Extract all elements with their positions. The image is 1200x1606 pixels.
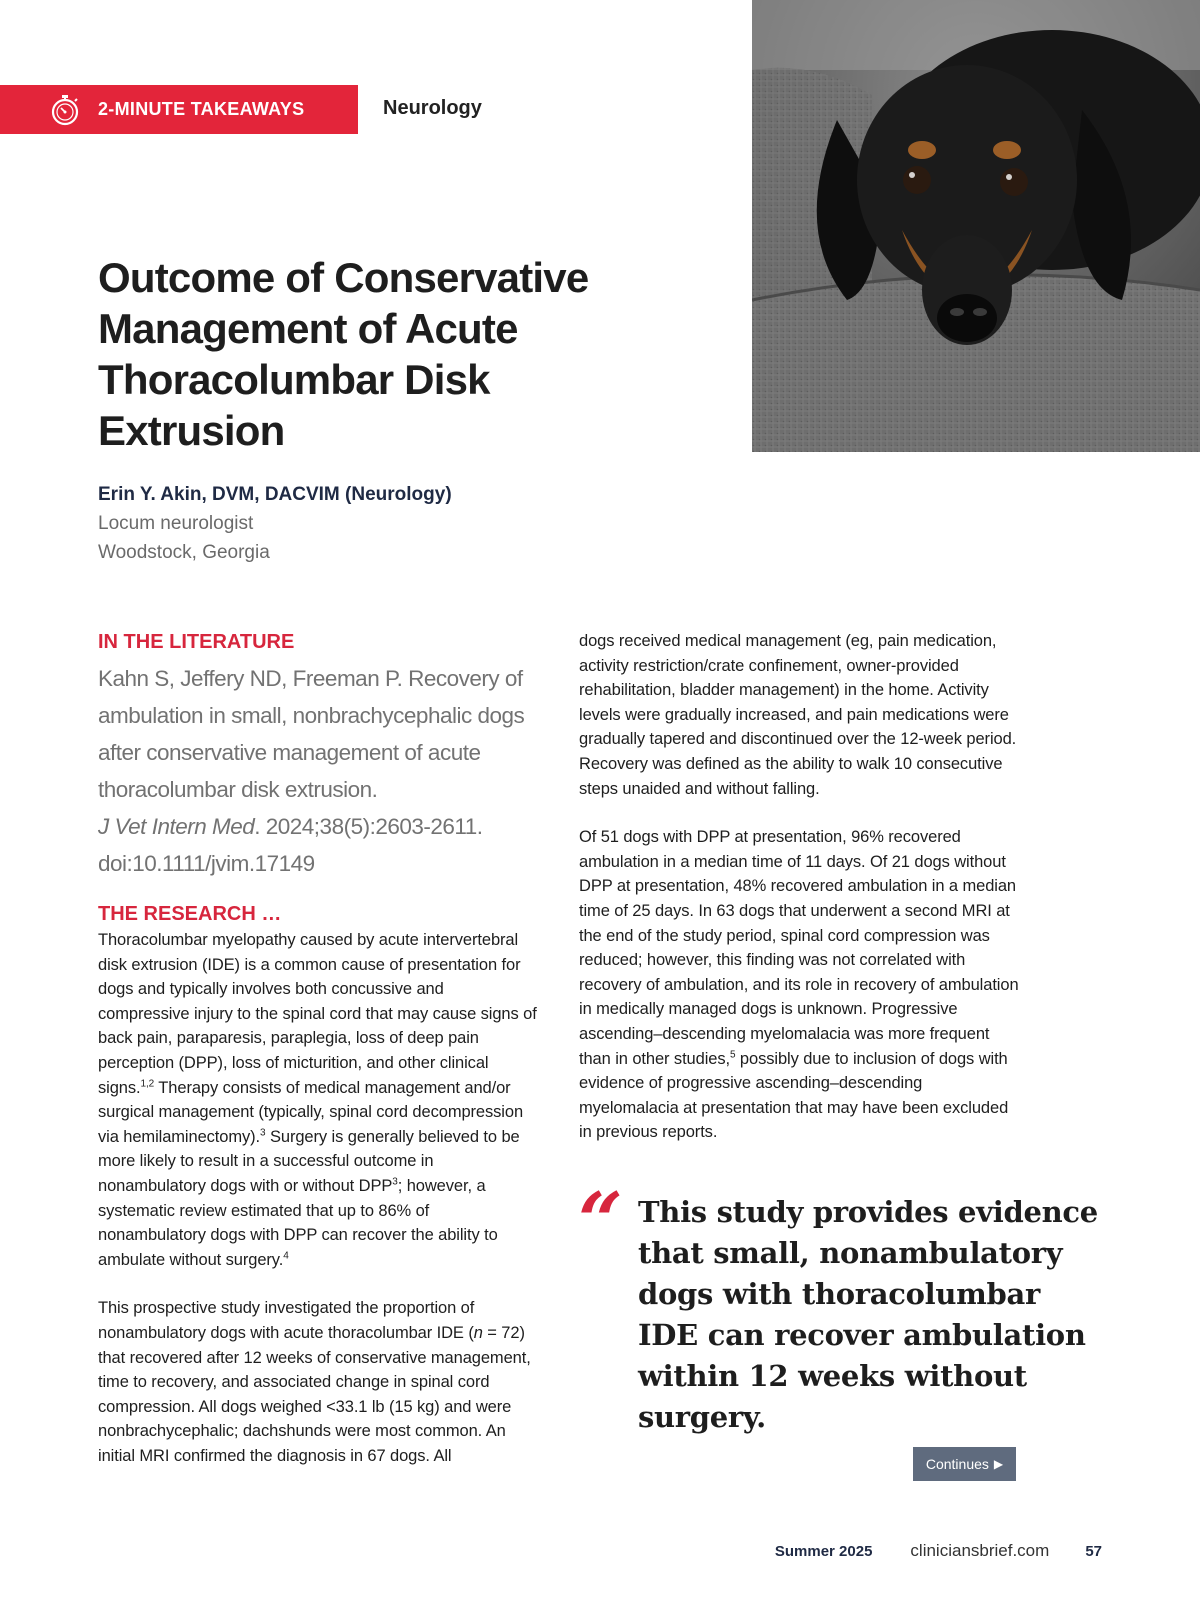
p1-ref-4: 4 <box>283 1250 289 1262</box>
p1-ref-3: 3 <box>392 1176 398 1188</box>
p1-ref-1: 1,2 <box>140 1078 155 1090</box>
citation-doi: doi:10.1111/jvim.17149 <box>98 851 315 876</box>
article-title: Outcome of Conservative Management of Acute Thoracolumbar Disk Extrusion <box>98 254 589 454</box>
literature-heading: IN THE LITERATURE <box>98 631 295 653</box>
p4-text-b: possibly due to inclusion of dogs with evidence of progressive ascending–descending myelomalacia at presentation that may have been excluded in previous reports. <box>579 1049 1009 1142</box>
citation-authors: Kahn S, Jeffery ND, Freeman P. Recovery of ambulation in small, nonbrachycephalic dogs after conservative management of acute thoracolumbar disk extrusion. <box>98 666 525 802</box>
right-column <box>579 629 1019 1145</box>
p2-n: n <box>473 1323 483 1342</box>
research-paragraph-4 <box>579 825 1019 1145</box>
p1-text-a: Thoracolumbar myelopathy caused by acute intervertebral disk extrusion (IDE) is a common cause of presentation for dogs and typically involves both concussive and compressive injury to the spinal cord that may cause signs of back pain, paraparesis, paraplegia, loss of deep pain perception (DPP), loss of micturition, and other clinical signs. <box>98 931 537 1097</box>
quote-text: This study provides evidence that small, nonambulatory dogs with thoracolumbar IDE can recover ambulation within 12 weeks without surgery. <box>638 1195 1098 1434</box>
p1-ref-2: 3 <box>260 1127 266 1139</box>
p1-text-d: ; however, a systematic review estimated that up to 86% of nonambulatory dogs with DPP can recover the ability to ambulate without surgery. <box>98 1176 498 1269</box>
author-location: Woodstock, Georgia <box>98 542 270 563</box>
citation <box>98 660 538 882</box>
footer-issue: Summer 2025 <box>774 1543 873 1560</box>
p4-text-a: Of 51 dogs with DPP at presentation, 96% recovered ambulation in a median time of 11 days. Of 21 dogs without DPP at presentation, 48% recovered ambulation in a median time of 25 days. In 63 dogs that underwent a second MRI at the end of the study period, spinal cord compression was reduced; however, this finding was not correlated with recovery of ambulation, and its role in recovery of ambulation in medically managed dogs is unknown. Progressive ascending–descending myelomalacia was more frequent than in other studies, <box>579 828 1019 1068</box>
citation-journal: J Vet Intern Med <box>98 814 255 839</box>
page-number: 57 <box>1085 1543 1102 1560</box>
stopwatch-icon <box>48 93 82 127</box>
section-tag: Neurology <box>383 97 482 119</box>
left-column <box>98 628 538 1468</box>
author-role: Locum neurologist <box>98 513 254 534</box>
quote-mark: “ <box>578 1176 623 1267</box>
continues-button[interactable] <box>913 1447 1016 1481</box>
research-heading: THE RESEARCH … <box>98 903 282 925</box>
play-arrow-icon: ▶ <box>993 1457 1004 1471</box>
p1-text-c: Surgery is generally believed to be more likely to result in a successful outcome in nonambulatory dogs with or without DPP <box>98 1127 520 1195</box>
author-block <box>98 480 452 567</box>
dog-photo <box>752 0 1200 452</box>
p1-text-b: Therapy consists of medical management and/or surgical management (typically, spinal cord decompression via hemilaminectomy). <box>98 1078 524 1146</box>
continues-label: Continues <box>925 1456 989 1472</box>
citation-ref: . 2024;38(5):2603-2611. <box>254 814 483 839</box>
research-paragraph-2 <box>98 1296 538 1468</box>
takeaways-banner <box>0 85 358 134</box>
research-paragraph-3: dogs received medical management (eg, pain medication, activity restriction/crate confinement, owner-provided rehabilitation, bladder management) in the home. Activity levels were gradually increased, and pain medications were gradually tapered and discontinued over the 12-week period. Recovery was defined as the ability to walk 10 consecutive steps unaided and without falling. <box>579 632 1017 798</box>
pull-quote <box>578 1176 1098 1438</box>
page-footer <box>775 1541 1102 1561</box>
research-paragraph-1 <box>98 928 538 1272</box>
banner-label: 2-MINUTE TAKEAWAYS <box>98 99 305 119</box>
p4-ref: 5 <box>729 1049 736 1060</box>
footer-website: cliniciansbrief.com <box>910 1541 1050 1560</box>
p2-text-a: This prospective study investigated the proportion of nonambulatory dogs with acute thoracolumbar IDE ( <box>98 1299 475 1342</box>
p2-text-b: = 72) that recovered after 12 weeks of conservative management, time to recovery, and associated change in spinal cord compression. All dogs weighed <33.1 lb (15 kg) and were nonbrachycephalic; dachshunds were most common. An initial MRI confirmed the diagnosis in 67 dogs. All <box>98 1323 531 1465</box>
author-name: Erin Y. Akin, DVM, DACVIM (Neurology) <box>98 484 452 505</box>
